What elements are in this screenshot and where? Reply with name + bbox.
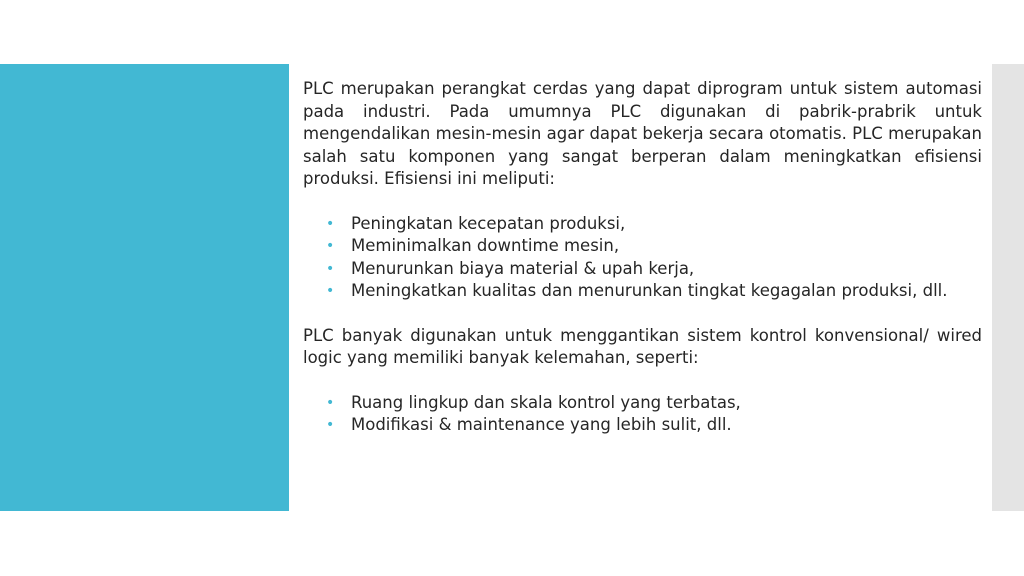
bullet-icon: • <box>326 417 335 433</box>
bullet-icon: • <box>326 283 335 299</box>
list-item <box>303 392 982 415</box>
bullet-icon: • <box>326 394 335 411</box>
text-content <box>303 78 982 437</box>
list-item-text: Meminimalkan downtime mesin, <box>351 236 620 255</box>
bullet-icon: • <box>326 260 335 277</box>
weakness-list <box>303 392 982 437</box>
list-item <box>303 235 982 258</box>
list-item-text: Ruang lingkup dan skala kontrol yang terbatas, <box>351 392 741 412</box>
list-item-text: Meningkatkan kualitas dan menurunkan tingkat kegagalan produksi, dll. <box>351 281 948 300</box>
bullet-icon: • <box>326 215 335 232</box>
list-item <box>303 280 982 303</box>
right-edge-strip <box>992 64 1024 511</box>
list-item-text: Peningkatan kecepatan produksi, <box>351 213 626 233</box>
list-item-text: Menurunkan biaya material & upah kerja, <box>351 258 695 278</box>
list-item <box>303 213 982 236</box>
paragraph-intro: PLC merupakan perangkat cerdas yang dapat diprogram untuk sistem automasi pada industri. Pada umumnya PLC digunakan di pabrik-prabrik untuk mengendalikan mesin-mesin agar dapat bekerja secara otomatis. PLC merupakan salah satu komponen yang sangat berperan dalam meningkatkan efisiensi produksi. Efisiensi ini meliputi: <box>303 79 982 188</box>
paragraph-wired-logic: PLC banyak digunakan untuk menggantikan sistem kontrol konvensional/ wired logic yang memiliki banyak kelemahan, seperti: <box>303 325 982 367</box>
bullet-icon: • <box>326 238 335 254</box>
efficiency-list <box>303 213 982 303</box>
accent-panel <box>0 64 289 511</box>
list-item <box>303 258 982 281</box>
list-item <box>303 414 982 437</box>
list-item-text: Modifikasi & maintenance yang lebih sulit, dll. <box>351 415 732 434</box>
